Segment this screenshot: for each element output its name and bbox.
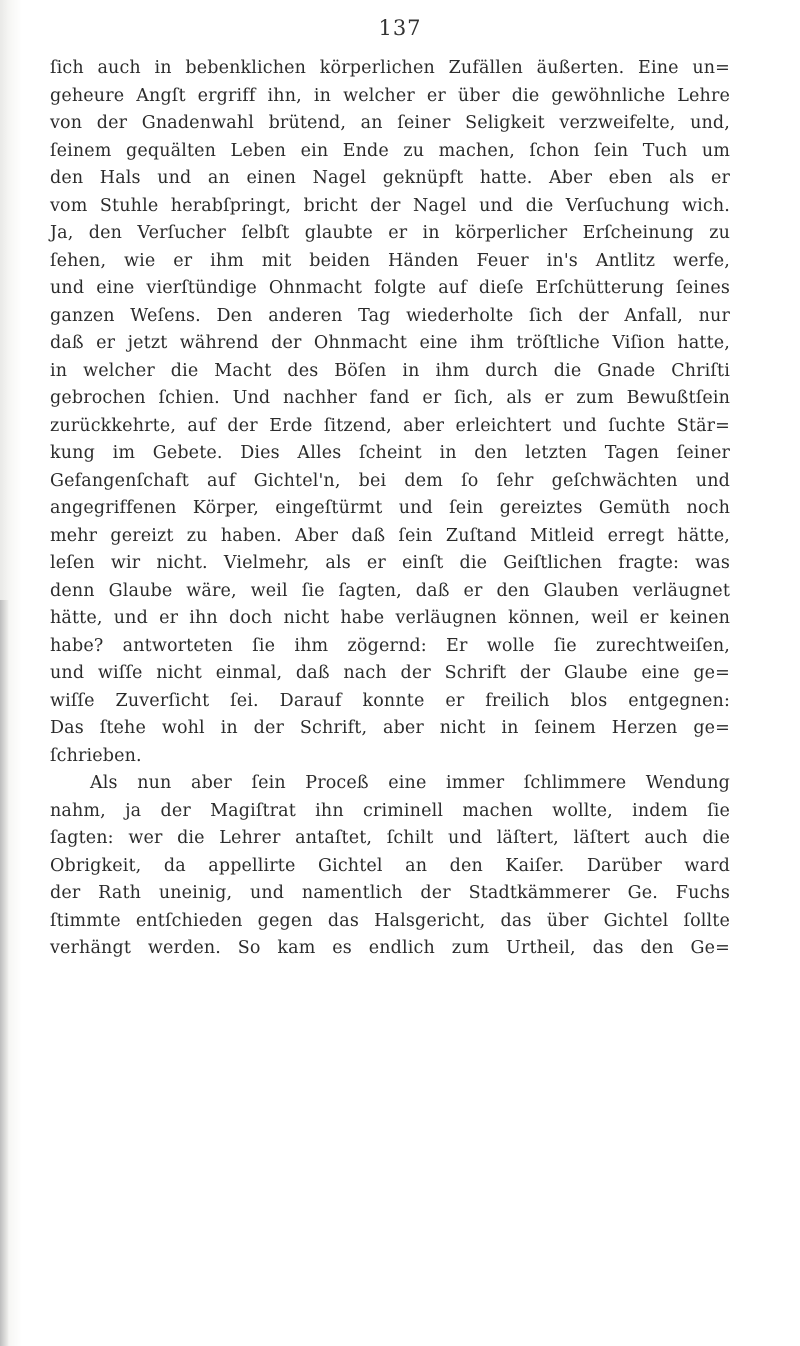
text-line: Das ſtehe wohl in der Schrift, aber nicht in ſeinem Herzen ge= (50, 718, 730, 738)
text-line: den Hals und an einen Nagel geknüpft hatte. Aber eben als er (50, 168, 730, 188)
text-line: denn Glaube wäre, weil ſie ſagten, daß er den Glauben verläugnet (50, 580, 730, 601)
text-line: verhängt werden. So kam es endlich zum Urtheil, das den Ge= (50, 938, 730, 958)
text-line: ſeinem gequälten Leben ein Ende zu machen, ſchon ſein Tuch um (50, 140, 730, 161)
text-line: ſehen, wie er ihm mit beiden Händen Feuer in's Antlitz werfe, (50, 250, 730, 271)
body-text (50, 55, 730, 963)
text-line: gebrochen ſchien. Und nachher fand er ſich, als er zum Bewußtſein (50, 388, 730, 408)
text-line: habe? antworteten ſie ihm zögernd: Er wolle ſie zurechtweiſen, (50, 635, 730, 656)
text-line: in welcher die Macht des Böſen in ihm durch die Gnade Chriſti (50, 360, 730, 381)
text-line: kung im Gebete. Dies Alles ſcheint in den letzten Tagen ſeiner (50, 443, 730, 463)
text-line: geheure Angſt ergriff ihn, in welcher er über die gewöhnliche Lehre (50, 85, 730, 106)
text-line: hätte, und er ihn doch nicht habe verläugnen können, weil er keinen (50, 608, 730, 628)
text-line: Gefangenſchaft auf Gichtel'n, bei dem ſo ſehr geſchwächten und (50, 470, 730, 491)
text-line: ſtimmte entſchieden gegen das Halsgericht, das über Gichtel ſollte (50, 910, 730, 931)
text-line: zurückkehrte, auf der Erde ſitzend, aber erleichtert und ſuchte Stär= (50, 415, 730, 436)
text-line: ſich auch in bebenklichen körperlichen Zufällen äußerten. Eine un= (50, 58, 730, 78)
text-line: ſagten: wer die Lehrer antaſtet, ſchilt und läſtert, läſtert auch die (50, 828, 730, 848)
text-line: daß er jetzt während der Ohnmacht eine ihm tröſtliche Viſion hatte, (50, 333, 730, 353)
text-line: ſchrieben. (50, 745, 142, 766)
text-line: ganzen Weſens. Den anderen Tag wiederholte ſich der Anfall, nur (50, 305, 730, 326)
text-line: wiſſe Zuverſicht ſei. Darauf konnte er freilich blos entgegnen: (50, 690, 730, 711)
text-line: leſen wir nicht. Vielmehr, als er einſt die Geiſtlichen fragte: was (50, 553, 730, 573)
text-line: und wiſſe nicht einmal, daß nach der Schrift der Glaube eine ge= (50, 663, 730, 683)
text-line: angegriffenen Körper, eingeſtürmt und ſein gereiztes Gemüth noch (50, 498, 730, 518)
text-line: vom Stuhle herabſpringt, bricht der Nagel und die Verſuchung wich. (50, 195, 730, 216)
text-line: der Rath uneinig, und namentlich der Stadtkämmerer Ge. Fuchs (50, 883, 730, 903)
text-line: von der Gnadenwahl brütend, an ſeiner Seligkeit verzweifelte, und, (50, 113, 730, 133)
text-line: nahm, ja der Magiſtrat ihn criminell machen wollte, indem ſie (50, 800, 730, 821)
text-line: Als nun aber ſein Proceß eine immer ſchlimmere Wendung (90, 773, 730, 793)
binding-shadow (0, 600, 9, 1346)
text-line: und eine vierſtündige Ohnmacht folgte auf dieſe Erſchütterung ſeines (50, 278, 730, 298)
text-line: mehr gereizt zu haben. Aber daß ſein Zuſtand Mitleid erregt hätte, (50, 525, 730, 546)
text-line: Obrigkeit, da appellirte Gichtel an den Kaiſer. Darüber ward (50, 855, 730, 876)
page-number: 137 (378, 16, 422, 40)
text-line: Ja, den Verſucher ſelbſt glaubte er in körperlicher Erſcheinung zu (50, 223, 730, 243)
